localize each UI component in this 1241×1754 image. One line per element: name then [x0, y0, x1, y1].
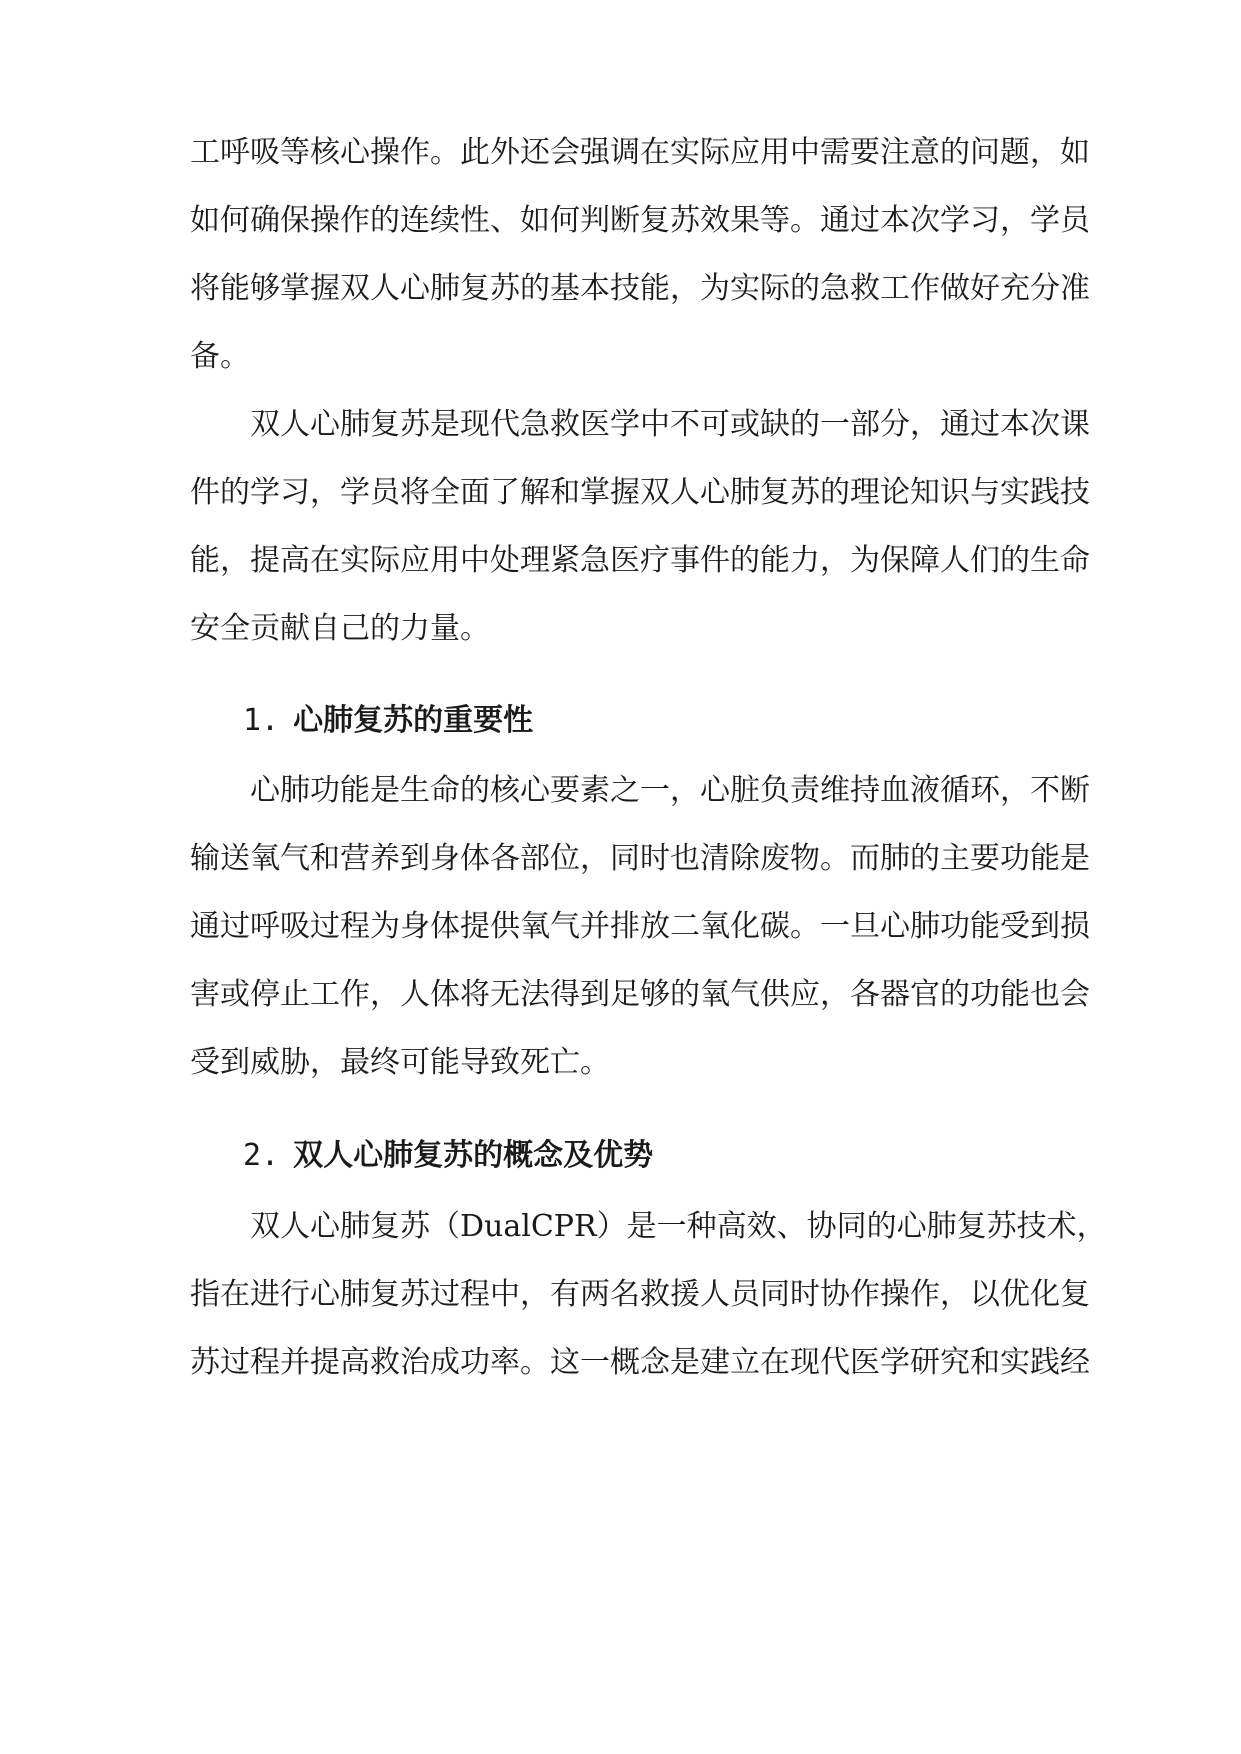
section-title: 双人心肺复苏的概念及优势 — [293, 1138, 654, 1173]
text-line: 受到威胁，最终可能导致死亡。 — [190, 1045, 610, 1080]
text-line: 双人心肺复苏（DualCPR）是一种高效、协同的心肺复苏技术， — [250, 1209, 1107, 1244]
text-line: 件的学习，学员将全面了解和掌握双人心肺复苏的理论知识与实践技 — [190, 475, 1090, 510]
section-title: 心肺复苏的重要性 — [293, 703, 534, 738]
text-line: 心肺功能是生命的核心要素之一，心脏负责维持血液循环，不断 — [250, 773, 1090, 808]
text-line: 输送氧气和营养到身体各部位，同时也清除废物。而肺的主要功能是 — [190, 841, 1090, 876]
text-line: 如何确保操作的连续性、如何判断复苏效果等。通过本次学习，学员 — [190, 203, 1090, 238]
text-line: 将能够掌握双人心肺复苏的基本技能，为实际的急救工作做好充分准 — [190, 271, 1090, 306]
text-line: 工呼吸等核心操作。此外还会强调在实际应用中需要注意的问题，如 — [190, 135, 1090, 170]
text-line: 能，提高在实际应用中处理紧急医疗事件的能力，为保障人们的生命 — [190, 543, 1090, 578]
section-heading — [243, 701, 533, 741]
text-line: 安全贡献自己的力量。 — [190, 611, 490, 646]
text-line: 害或停止工作，人体将无法得到足够的氧气供应，各器官的功能也会 — [190, 977, 1090, 1012]
text-line: 备。 — [190, 339, 250, 374]
section-heading — [243, 1136, 653, 1176]
section-number: 2. — [243, 1138, 280, 1173]
text-line: 指在进行心肺复苏过程中，有两名救援人员同时协作操作，以优化复 — [190, 1277, 1090, 1312]
section-number: 1. — [243, 703, 280, 738]
text-line: 通过呼吸过程为身体提供氧气并排放二氧化碳。一旦心肺功能受到损 — [190, 909, 1090, 944]
text-line: 双人心肺复苏是现代急救医学中不可或缺的一部分，通过本次课 — [250, 407, 1090, 442]
text-line: 苏过程并提高救治成功率。这一概念是建立在现代医学研究和实践经 — [190, 1345, 1090, 1380]
